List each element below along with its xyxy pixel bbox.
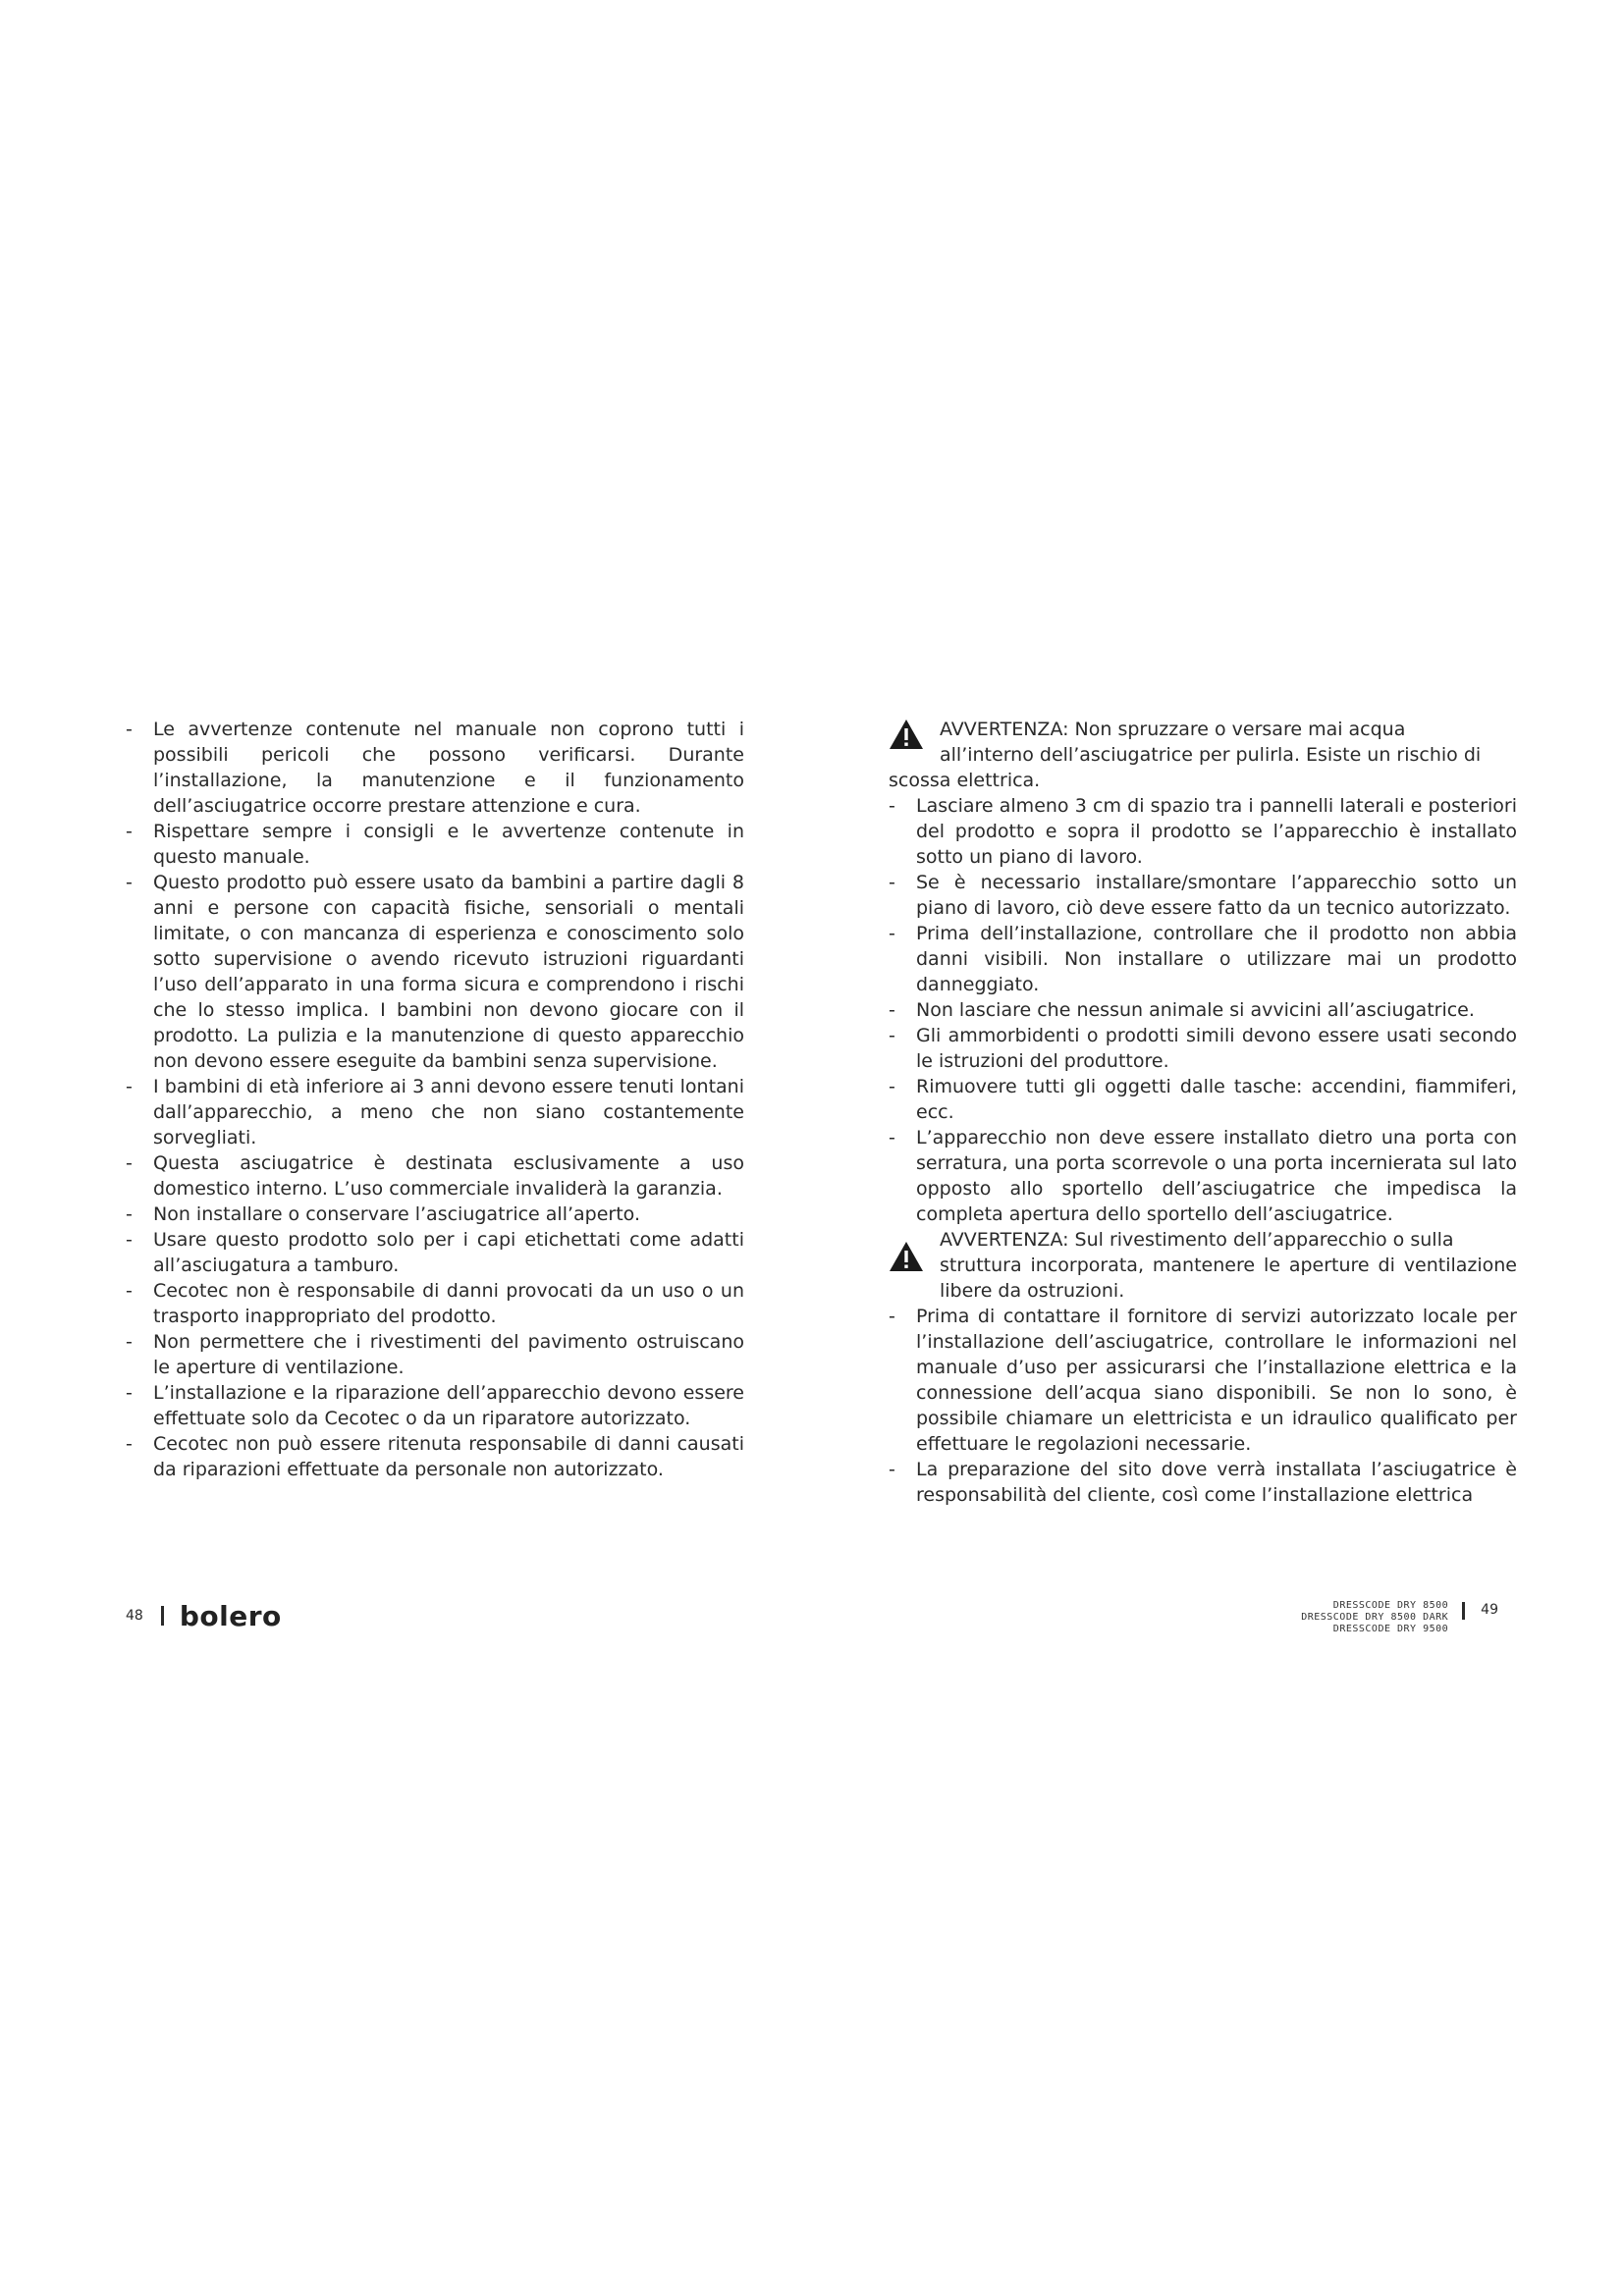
right-column [889, 717, 1517, 1508]
divider [1462, 1602, 1465, 1620]
list-item: - Prima dell’installazione, controllare che il prodotto non abbia danni visibili. Non installare o utilizzare mai un prodotto danneggiato. [889, 923, 1517, 995]
warning-block [889, 717, 1517, 793]
list-item: - Cecotec non è responsabile di danni provocati da un uso o un trasporto inappropriato del prodotto. [126, 1280, 744, 1327]
page-number-left: 48 [126, 1608, 143, 1624]
warning-block [889, 1227, 1517, 1304]
list-item: - Rimuovere tutti gli oggetti dalle tasche: accendini, fiammiferi, ecc. [889, 1076, 1517, 1123]
list-item: - Rispettare sempre i consigli e le avvertenze contenute in questo manuale. [126, 821, 744, 868]
list-item: - L’apparecchio non deve essere installato dietro una porta con serratura, una porta scorrevole o una porta incernierata sul lato opposto allo sportello dell’asciugatrice che impedisca la completa apertura dello sportello dell’asciugatrice. [889, 1127, 1517, 1225]
list-item: - Usare questo prodotto solo per i capi etichettati come adatti all’asciugatura a tamburo. [126, 1229, 744, 1276]
warning-triangle-icon [889, 719, 924, 750]
list-item: - Cecotec non può essere ritenuta responsabile di danni causati da riparazioni effettuate da personale non autorizzato. [126, 1433, 744, 1480]
warning-triangle-icon [889, 1241, 924, 1272]
list-item: - Questo prodotto può essere usato da bambini a partire dagli 8 anni e persone con capacità fisiche, sensoriali o mentali limitate, o con mancanza di esperienza e conoscimento solo sotto supervisione o avendo ricevuto istruzioni riguardanti l’uso dell’apparato in una forma sicura e comprendono i rischi che lo stesso implica. I bambini non devono giocare con il prodotto. La pulizia e la manutenzione di questo apparecchio non devono essere eseguite da bambini senza supervisione. [126, 872, 744, 1072]
list-item: - Se è necessario installare/smontare l’apparecchio sotto un piano di lavoro, ciò deve essere fatto da un tecnico autorizzato. [889, 872, 1517, 919]
warning-text-line: AVVERTENZA: Non spruzzare o versare mai acqua [940, 719, 1406, 740]
warning-text-line: AVVERTENZA: Sul rivestimento dell’apparecchio o sulla [940, 1229, 1454, 1251]
model-name: DRESSCODE DRY 8500 [1332, 1600, 1449, 1611]
list-item: - L’installazione e la riparazione dell’apparecchio devono essere effettuate solo da Cecotec o da un riparatore autorizzato. [126, 1382, 744, 1429]
footer-left [126, 1596, 282, 1635]
list-item: - Non lasciare che nessun animale si avvicini all’asciugatrice. [889, 999, 1475, 1021]
list-item: - La preparazione del sito dove verrà installata l’asciugatrice è responsabilità del cliente, così come l’installazione elettrica [889, 1459, 1517, 1506]
list-item: - Lasciare almeno 3 cm di spazio tra i pannelli laterali e posteriori del prodotto e sopra il prodotto se l’apparecchio è installato sotto un piano di lavoro. [889, 795, 1517, 868]
warning-text-line: scossa elettrica. [889, 770, 1041, 791]
page-number-right: 49 [1481, 1602, 1498, 1618]
warning-text-line: all’interno dell’asciugatrice per pulirla. Esiste un rischio di [940, 744, 1482, 766]
left-column [126, 717, 744, 1482]
list-item: - I bambini di età inferiore ai 3 anni devono essere tenuti lontani dall’apparecchio, a meno che non siano costantemente sorvegliati. [126, 1076, 744, 1148]
warning-text-line: struttura incorporata, mantenere le aperture di ventilazione libere da ostruzioni. [940, 1255, 1517, 1302]
brand-logo: bolero [179, 1599, 282, 1632]
model-list [1301, 1600, 1448, 1635]
list-item: - Non permettere che i rivestimenti del pavimento ostruiscano le aperture di ventilazione. [126, 1331, 744, 1378]
list-item: - Gli ammorbidenti o prodotti simili devono essere usati secondo le istruzioni del produttore. [889, 1025, 1517, 1072]
list-item: - Le avvertenze contenute nel manuale non coprono tutti i possibili pericoli che possono verificarsi. Durante l’installazione, la manutenzione e il funzionamento dell’asciugatrice occorre prestare attenzione e cura. [126, 719, 744, 817]
model-name: DRESSCODE DRY 9500 [1332, 1624, 1449, 1634]
list-item: - Questa asciugatrice è destinata esclusivamente a uso domestico interno. L’uso commerciale invaliderà la garanzia. [126, 1152, 744, 1200]
model-name: DRESSCODE DRY 8500 DARK [1301, 1612, 1449, 1623]
list-item: - Non installare o conservare l’asciugatrice all’aperto. [126, 1203, 641, 1225]
list-item: - Prima di contattare il fornitore di servizi autorizzato locale per l’installazione dell’asciugatrice, controllare le informazioni nel manuale d’uso per assicurarsi che l’installazione elettrica e la connessione dell’acqua siano disponibili. Se non lo sono, è possibile chiamare un elettricista e un idraulico qualificato per effettuare le regolazioni necessarie. [889, 1306, 1517, 1455]
footer-right [1301, 1600, 1498, 1635]
divider [161, 1606, 164, 1626]
